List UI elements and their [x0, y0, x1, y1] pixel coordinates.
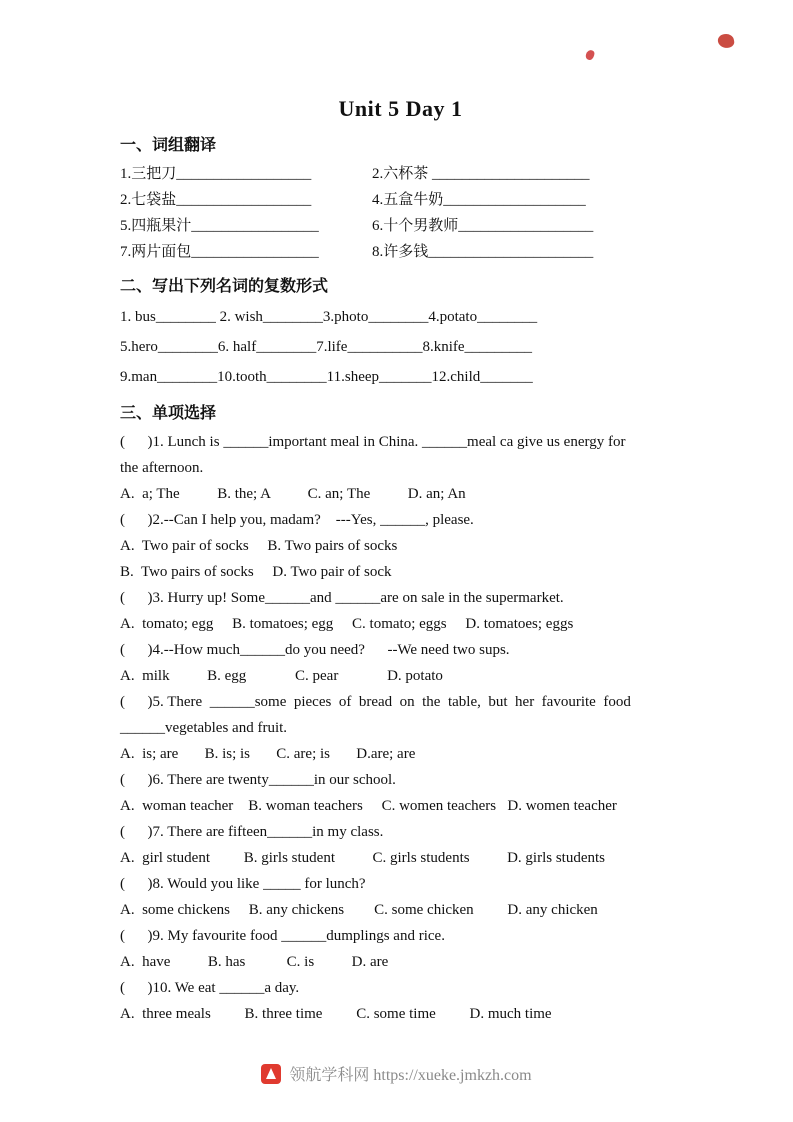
question-line: the afternoon. — [120, 460, 204, 476]
phrase-item: 4.五盒牛奶___________________ — [372, 192, 586, 208]
stamp-icon — [717, 33, 735, 50]
site-logo-icon — [261, 1064, 281, 1084]
question-line: ( )3. Hurry up! Some______and ______are on sale in the supermarket. — [120, 590, 564, 606]
worksheet-content — [120, 96, 681, 1027]
plural-line: 1. bus________ 2. wish________3.photo________4.potato________ — [120, 309, 538, 325]
question-line: ( )10. We eat ______a day. — [120, 980, 300, 996]
question-line: ( )2.--Can I help you, madam? ---Yes, ______, please. — [120, 512, 474, 528]
option-line: A. tomato; egg B. tomatoes; egg C. tomato; eggs D. tomatoes; eggs — [120, 616, 574, 632]
section-heading-multiple-choice: 三、单项选择 — [120, 405, 217, 422]
option-line: A. three meals B. three time C. some time D. much time — [120, 1006, 552, 1022]
section-heading-plural-forms: 二、写出下列名词的复数形式 — [120, 278, 329, 295]
red-mark-icon — [585, 49, 596, 61]
phrase-item: 7.两片面包_________________ — [120, 244, 319, 260]
option-line: A. milk B. egg C. pear D. potato — [120, 668, 443, 684]
question-line: ( )9. My favourite food ______dumplings and rice. — [120, 928, 445, 944]
option-line: A. girl student B. girls student C. girls students D. girls students — [120, 850, 606, 866]
option-line: B. Two pairs of socks D. Two pair of sock — [120, 564, 392, 580]
question-line: ( )7. There are fifteen______in my class. — [120, 824, 384, 840]
question-line: ______vegetables and fruit. — [120, 720, 288, 736]
phrase-item: 2.七袋盐__________________ — [120, 192, 312, 208]
question-line: ( )1. Lunch is ______important meal in China. ______meal ca give us energy for — [120, 434, 626, 450]
plural-line: 5.hero________6. half________7.life__________8.knife_________ — [120, 339, 533, 355]
option-line: A. have B. has C. is D. are — [120, 954, 389, 970]
question-line: ( )5. There ______some pieces of bread on the table, but her favourite food — [120, 694, 631, 710]
phrase-item: 6.十个男教师__________________ — [372, 218, 594, 234]
section-heading-phrase-translation: 一、词组翻译 — [120, 137, 217, 154]
option-line: A. is; are B. is; is C. are; is D.are; are — [120, 746, 416, 762]
option-line: A. some chickens B. any chickens C. some chicken D. any chicken — [120, 902, 598, 918]
option-line: A. Two pair of socks B. Two pairs of socks — [120, 538, 398, 554]
question-line: ( )4.--How much______do you need? --We need two sups. — [120, 642, 510, 658]
plural-line: 9.man________10.tooth________11.sheep_______12.child_______ — [120, 369, 533, 385]
question-line: ( )8. Would you like _____ for lunch? — [120, 876, 366, 892]
phrase-item: 5.四瓶果汁_________________ — [120, 218, 319, 234]
option-line: A. a; The B. the; A C. an; The D. an; An — [120, 486, 466, 502]
phrase-item: 1.三把刀__________________ — [120, 166, 312, 182]
phrase-item: 8.许多钱______________________ — [372, 244, 594, 260]
phrase-item: 2.六杯茶 _____________________ — [372, 166, 590, 182]
footer-text: 领航学科网 https://xueke.jmkzh.com — [289, 1067, 532, 1084]
question-line: ( )6. There are twenty______in our school. — [120, 772, 396, 788]
page-title: Unit 5 Day 1 — [338, 96, 463, 121]
footer — [0, 1062, 793, 1089]
phrase-translation-grid — [120, 161, 681, 265]
option-line: A. woman teacher B. woman teachers C. women teachers D. women teacher — [120, 798, 617, 814]
